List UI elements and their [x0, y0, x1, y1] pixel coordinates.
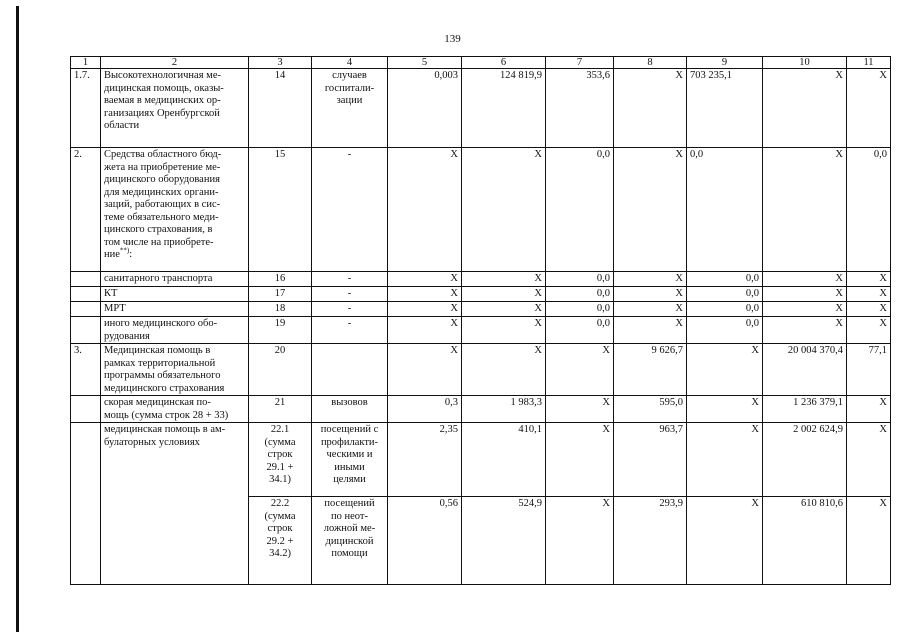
row-unit: случаев госпитали- зации [312, 69, 388, 148]
cell-value: X [687, 344, 763, 396]
cell-value: X [388, 317, 462, 344]
row-name: МРТ [101, 302, 249, 317]
cell-value: X [763, 69, 847, 148]
col-header: 10 [763, 57, 847, 69]
cell-value: 0,003 [388, 69, 462, 148]
col-header: 8 [614, 57, 687, 69]
col-header: 2 [101, 57, 249, 69]
cell-value: 0,0 [546, 287, 614, 302]
row-code: 17 [249, 287, 312, 302]
row-name: Высокотехнологичная ме- дицинская помощь, оказы- ваемая в медицинских ор- ганизациях Оренбургской области [101, 69, 249, 148]
row-unit: вызовов [312, 396, 388, 423]
cell-value: X [462, 317, 546, 344]
row-unit: - [312, 317, 388, 344]
row-number: 2. [71, 148, 101, 272]
cell-value: X [388, 148, 462, 272]
cell-value: X [546, 497, 614, 585]
row-unit: - [312, 302, 388, 317]
cell-value: X [847, 69, 891, 148]
row-unit: - [312, 148, 388, 272]
row-name: Медицинская помощь в рамках территориальной программы обязательного медицинского страхования [101, 344, 249, 396]
row-name: санитарного транспорта [101, 272, 249, 287]
cell-value: X [763, 287, 847, 302]
col-header: 3 [249, 57, 312, 69]
cell-value: 524,9 [462, 497, 546, 585]
cell-value: X [388, 302, 462, 317]
cell-value: 0,0 [546, 148, 614, 272]
cell-value: 1 236 379,1 [763, 396, 847, 423]
cell-value: 0,0 [546, 272, 614, 287]
col-header: 11 [847, 57, 891, 69]
row-unit: посещений с профилакти- ческими и иными целями [312, 423, 388, 497]
cell-value: X [763, 302, 847, 317]
row-code: 15 [249, 148, 312, 272]
cell-value: 610 810,6 [763, 497, 847, 585]
cell-value: X [687, 396, 763, 423]
cell-value: 20 004 370,4 [763, 344, 847, 396]
col-header: 7 [546, 57, 614, 69]
table-row [71, 272, 891, 287]
cell-value: X [847, 423, 891, 497]
cell-value: 963,7 [614, 423, 687, 497]
cell-value: 0,0 [687, 302, 763, 317]
cell-value: 0,0 [687, 272, 763, 287]
cell-value: X [614, 287, 687, 302]
cell-value: 0,0 [687, 287, 763, 302]
table-row [71, 396, 891, 423]
page-margin-bar [16, 6, 19, 632]
row-code: 20 [249, 344, 312, 396]
cell-value: 9 626,7 [614, 344, 687, 396]
cell-value: X [687, 423, 763, 497]
row-code: 18 [249, 302, 312, 317]
row-name: КТ [101, 287, 249, 302]
cell-value: X [462, 287, 546, 302]
cell-value: X [847, 302, 891, 317]
row-name: иного медицинского обо- рудования [101, 317, 249, 344]
cell-value: X [614, 272, 687, 287]
header-row [71, 57, 891, 69]
page-number: 139 [444, 33, 461, 45]
cell-value: X [763, 272, 847, 287]
col-header: 4 [312, 57, 388, 69]
cell-value: X [614, 317, 687, 344]
cell-value: X [546, 344, 614, 396]
cell-value: 2,35 [388, 423, 462, 497]
cell-value: X [462, 302, 546, 317]
table-row [71, 69, 891, 148]
row-unit [312, 344, 388, 396]
row-code: 22.2 (сумма строк 29.2 + 34.2) [249, 497, 312, 585]
row-unit: посещений по неот- ложной ме- дицинской помощи [312, 497, 388, 585]
row-code: 14 [249, 69, 312, 148]
table-row [71, 287, 891, 302]
row-code: 22.1 (сумма строк 29.1 + 34.1) [249, 423, 312, 497]
data-table [70, 56, 891, 585]
cell-value: X [847, 497, 891, 585]
row-number: 1.7. [71, 69, 101, 148]
cell-value: 0,0 [687, 317, 763, 344]
row-code: 19 [249, 317, 312, 344]
cell-value: X [388, 287, 462, 302]
row-name: скорая медицинская по- мощь (сумма строк 28 + 33) [101, 396, 249, 423]
cell-value: X [546, 396, 614, 423]
row-name: Средства областного бюд- жета на приобретение ме- дицинского оборудования для медицинских органи- заций, работающих в сис- теме обязательного меди- цинского страхования, в том числе на приобрете- ние**): [101, 148, 249, 272]
row-unit: - [312, 287, 388, 302]
cell-value: 595,0 [614, 396, 687, 423]
col-header: 6 [462, 57, 546, 69]
table-row [71, 302, 891, 317]
cell-value: 353,6 [546, 69, 614, 148]
cell-value: X [763, 317, 847, 344]
cell-value: X [847, 317, 891, 344]
row-code: 21 [249, 396, 312, 423]
col-header: 9 [687, 57, 763, 69]
row-name: медицинская помощь в ам- булаторных условиях [101, 423, 249, 585]
cell-value: 0,0 [546, 317, 614, 344]
table-row [71, 317, 891, 344]
cell-value: 77,1 [847, 344, 891, 396]
table-row [71, 423, 891, 497]
col-header: 1 [71, 57, 101, 69]
cell-value: 0,0 [847, 148, 891, 272]
cell-value: 2 002 624,9 [763, 423, 847, 497]
cell-value: 0,0 [546, 302, 614, 317]
cell-value: 124 819,9 [462, 69, 546, 148]
cell-value: X [614, 148, 687, 272]
cell-value: X [847, 272, 891, 287]
cell-value: X [462, 148, 546, 272]
cell-value: 0,56 [388, 497, 462, 585]
cell-value: X [614, 302, 687, 317]
row-number: 3. [71, 344, 101, 396]
cell-value: 410,1 [462, 423, 546, 497]
cell-value: X [847, 287, 891, 302]
table-row [71, 148, 891, 272]
cell-value: X [462, 272, 546, 287]
cell-value: X [847, 396, 891, 423]
row-unit: - [312, 272, 388, 287]
cell-value: X [614, 69, 687, 148]
table-row [71, 344, 891, 396]
col-header: 5 [388, 57, 462, 69]
cell-value: X [462, 344, 546, 396]
cell-value: 293,9 [614, 497, 687, 585]
cell-value: X [687, 497, 763, 585]
cell-value: 0,0 [687, 148, 763, 272]
row-code: 16 [249, 272, 312, 287]
cell-value: 1 983,3 [462, 396, 546, 423]
cell-value: X [388, 344, 462, 396]
cell-value: 703 235,1 [687, 69, 763, 148]
cell-value: X [388, 272, 462, 287]
cell-value: 0,3 [388, 396, 462, 423]
cell-value: X [763, 148, 847, 272]
cell-value: X [546, 423, 614, 497]
